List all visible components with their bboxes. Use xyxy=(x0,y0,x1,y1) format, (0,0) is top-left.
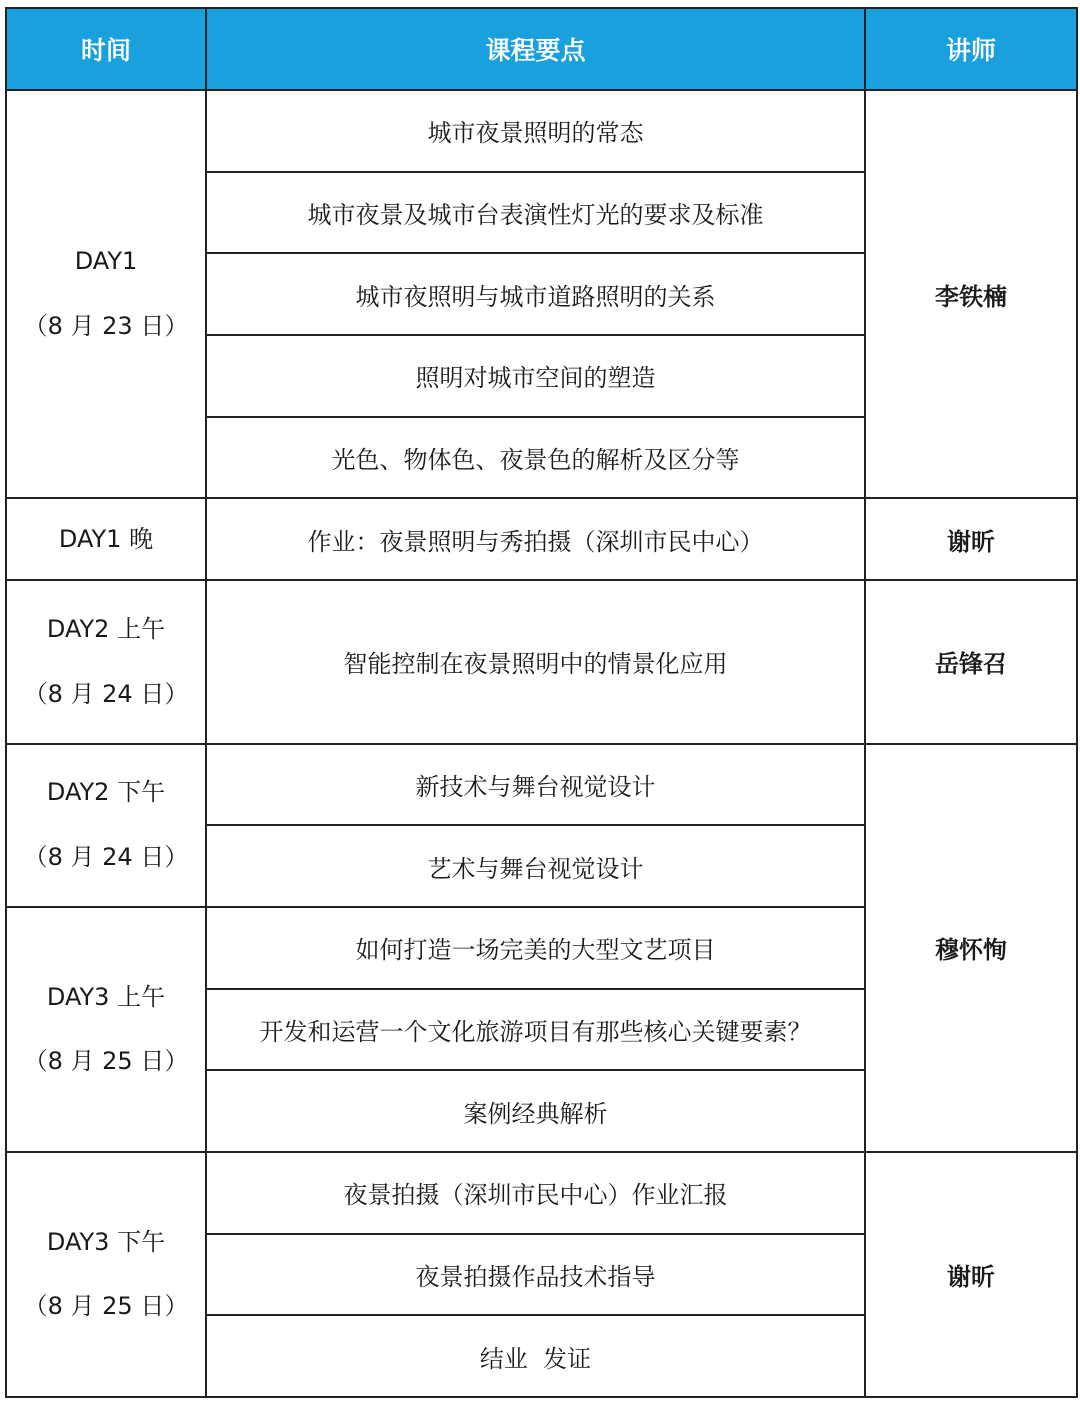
course-schedule-table xyxy=(5,7,1078,1398)
time-date: （8 月 25 日） xyxy=(23,1047,189,1076)
time-day: DAY1 晚 xyxy=(58,524,154,553)
topic-cell: 案例经典解析 xyxy=(206,1070,865,1152)
time-cell xyxy=(6,907,206,1152)
table-row xyxy=(6,1152,1077,1234)
table-row xyxy=(6,90,1077,172)
topic-cell: 夜景拍摄（深圳市民中心）作业汇报 xyxy=(206,1152,865,1234)
topic-cell: 城市夜照明与城市道路照明的关系 xyxy=(206,253,865,335)
topic-cell: 新技术与舞台视觉设计 xyxy=(206,744,865,826)
topic-cell: 开发和运营一个文化旅游项目有那些核心关键要素？ xyxy=(206,989,865,1071)
time-cell xyxy=(6,90,206,498)
time-date: （8 月 24 日） xyxy=(23,843,189,872)
header-lecturer: 讲师 xyxy=(865,8,1077,90)
time-cell xyxy=(6,744,206,907)
topic-cell: 如何打造一场完美的大型文艺项目 xyxy=(206,907,865,989)
time-day: DAY2 上午 xyxy=(46,615,166,644)
table-row xyxy=(6,498,1077,580)
topic-cell: 作业：夜景照明与秀拍摄（深圳市民中心） xyxy=(206,498,865,580)
table-header-row xyxy=(6,8,1077,90)
lecturer-cell: 岳锋召 xyxy=(865,580,1077,743)
time-cell xyxy=(6,580,206,743)
lecturer-cell: 谢昕 xyxy=(865,498,1077,580)
lecturer-cell: 穆怀恂 xyxy=(865,744,1077,1152)
table-row xyxy=(6,580,1077,743)
topic-cell: 夜景拍摄作品技术指导 xyxy=(206,1234,865,1316)
time-day: DAY1 xyxy=(74,247,138,276)
topic-cell: 城市夜景及城市台表演性灯光的要求及标准 xyxy=(206,172,865,254)
time-date: （8 月 25 日） xyxy=(23,1292,189,1321)
time-cell xyxy=(6,498,206,580)
topic-cell: 城市夜景照明的常态 xyxy=(206,90,865,172)
table-row xyxy=(6,744,1077,826)
topic-cell: 艺术与舞台视觉设计 xyxy=(206,825,865,907)
header-time: 时间 xyxy=(6,8,206,90)
topic-cell: 照明对城市空间的塑造 xyxy=(206,335,865,417)
header-topics: 课程要点 xyxy=(206,8,865,90)
time-date: （8 月 23 日） xyxy=(23,312,189,341)
lecturer-cell: 谢昕 xyxy=(865,1152,1077,1397)
topic-cell: 光色、物体色、夜景色的解析及区分等 xyxy=(206,417,865,499)
topic-cell: 智能控制在夜景照明中的情景化应用 xyxy=(206,580,865,743)
time-date: （8 月 24 日） xyxy=(23,679,189,708)
lecturer-cell: 李铁楠 xyxy=(865,90,1077,498)
time-cell xyxy=(6,1152,206,1397)
time-day: DAY3 上午 xyxy=(46,982,166,1011)
time-day: DAY2 下午 xyxy=(46,778,166,807)
topic-cell: 结业 发证 xyxy=(206,1315,865,1397)
time-day: DAY3 下午 xyxy=(46,1227,166,1256)
